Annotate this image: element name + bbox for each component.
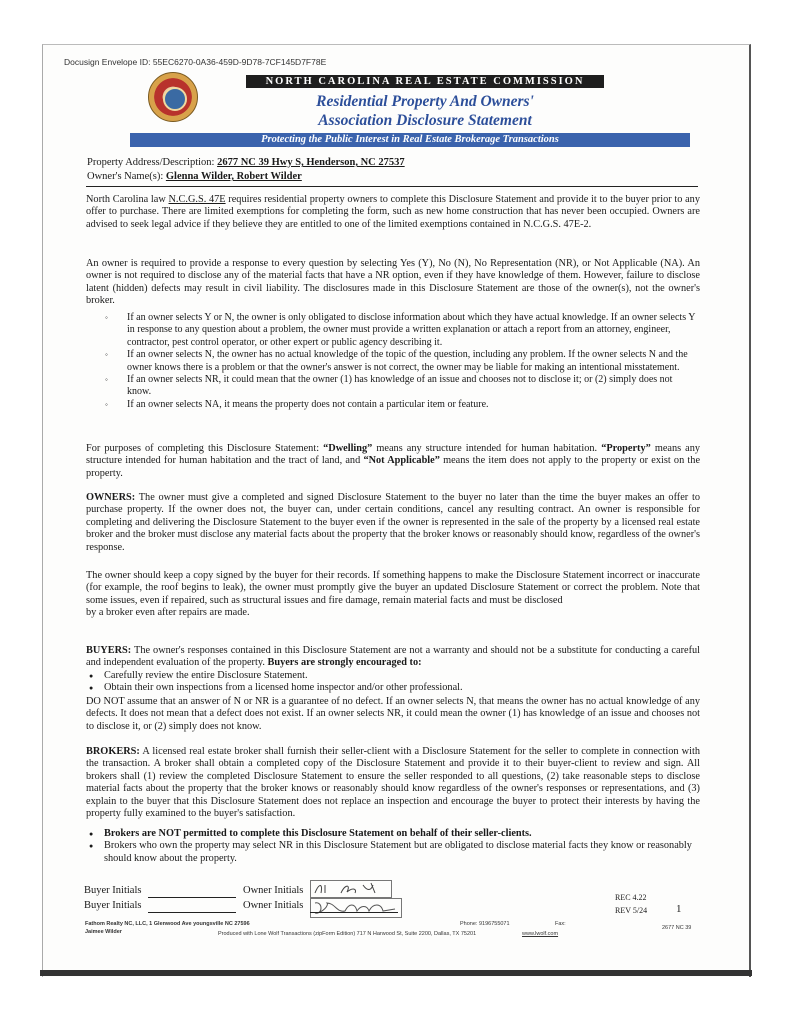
- owner-names-row: [87, 171, 302, 182]
- owner-copy-text: The owner should keep a copy signed by the buyer for their records. If something happens to make the Disclosure Statement incorrect or inaccurate (for example, the roof begins to leak), the owner must promptly give the buyer an updated Disclosure Statement or correct the problem. Note that some issues, even if repaired, such as structural issues and fire damage, remain material facts and must be disclosed: [86, 570, 700, 606]
- definitions-paragraph: [86, 443, 700, 480]
- owner-initials-label-1: Owner Initials: [243, 885, 304, 896]
- owners-heading: OWNERS:: [86, 492, 136, 503]
- list-item: ● Obtain their own inspections from a licensed home inspector and/or other professional.: [86, 682, 698, 694]
- buyer-initials-line-2[interactable]: [148, 912, 236, 913]
- statute-link[interactable]: N.C.G.S. 47E: [168, 194, 226, 205]
- buyers-section: [86, 645, 700, 670]
- definitions-pre: For purposes of completing this Disclosure Statement:: [86, 443, 320, 454]
- owner-initials-field-1[interactable]: [310, 880, 392, 898]
- owner-names-value: Glenna Wilder, Robert Wilder: [165, 171, 302, 182]
- buyers-text: The owner's responses contained in this Disclosure Statement are not a warranty and should not be a substitute for conducting a careful and independent evaluation of the property.: [86, 645, 701, 669]
- list-item: ◦ If an owner selects NA, it means the property does not contain a particular item or feature.: [105, 399, 697, 411]
- buyers-list: [86, 670, 698, 695]
- property-term: “Property”: [601, 443, 651, 454]
- list-item: ● Brokers who own the property may select NR in this Disclosure Statement but are obligated to disclose material facts they know or reasonably should know about the property.: [86, 840, 698, 865]
- header-rule: [86, 186, 698, 187]
- list-item: ◦ If an owner selects Y or N, the owner is only obligated to disclose information about which they have actual knowledge. If an owner selects Y in response to any question about a problem, the owner must provide a written explanation or attach a report from an attorney, engineer, contractor, pest control operator, or other expert or public agency describing it.: [105, 312, 697, 349]
- page-bottom-edge: [40, 970, 752, 976]
- phone-number: Phone: 9196755071: [460, 921, 510, 927]
- dwelling-term: “Dwelling”: [323, 443, 373, 454]
- brokers-list: [86, 828, 698, 865]
- na-def: means the item does not apply to the property or exist on the property.: [86, 455, 701, 479]
- page-number: 1: [676, 903, 682, 915]
- buyer-initials-label-1: Buyer Initials: [84, 885, 142, 896]
- owners-text: The owner must give a completed and signed Disclosure Statement to the buyer no later than the time the buyer makes an offer to purchase property. If the owner does not, the buyer can, under certain conditions, cancel any resulting contract. An owner is responsible for completing and delivering the Disclosure Statement to the buyer even if the owner is represented in the sale of the property by a licensed real estate broker and the broker must disclose any material facts about the property that the broker knows or reasonably should know, regardless of the owner's response.: [86, 492, 700, 553]
- property-address-row: [87, 157, 405, 168]
- property-address-value: 2677 NC 39 Hwy S, Henderson, NC 27537: [217, 157, 405, 168]
- handwritten-initials-signature: [311, 899, 401, 917]
- docusign-envelope-id: Docusign Envelope ID: 55EC6270-0A36-459D-9D78-7CF145D7F78E: [64, 57, 327, 67]
- na-term: “Not Applicable”: [363, 455, 440, 467]
- owner-copy-tail: by a broker even after repairs are made.: [86, 607, 250, 619]
- rec-version: REC 4.22: [615, 893, 647, 902]
- brokerage-info: Fathom Realty NC, LLC, 1 Glenwood Ave youngsville NC 27596: [85, 921, 250, 927]
- response-requirement-paragraph: An owner is required to provide a response to every question by selecting Yes (Y), No (N), No Representation (NR), or Not Applicable (NA). An owner is not required to disclose any of the material facts that have a NR option, even if they have knowledge of them. However, failure to disclose latent (hidden) defects may result in civil liability. The disclosures made in this Disclosure Statement are those of the owner(s), not the owner's broker.: [86, 258, 700, 307]
- list-item: ◦ If an owner selects N, the owner has no actual knowledge of the topic of the question, including any problem. If the owner selects N and the owner knows there is a problem or that the owner's answer is not correct, the owner may be liable for making an intentional misstatement.: [105, 349, 697, 374]
- dwelling-def: means any structure intended for human habitation.: [376, 443, 598, 454]
- list-item: ● Carefully review the entire Disclosure Statement.: [86, 670, 698, 682]
- owners-section: [86, 492, 700, 554]
- nc-state-seal-logo: [148, 72, 198, 122]
- do-not-assume-paragraph: DO NOT assume that an answer of N or NR is a guarantee of no defect. If an owner selects N, that means the owner has no actual knowledge of any defects. It does not mean that a defect does not exist. If an owner selects NR, it could mean the owner (1) has knowledge of an issue and chooses not to disclose it, or (2) simply does not know.: [86, 696, 700, 732]
- owner-initials-field-2[interactable]: [310, 898, 402, 918]
- response-options-list: [105, 312, 697, 411]
- buyers-heading: BUYERS:: [86, 645, 132, 656]
- produced-by: Produced with Lone Wolf Transactions (zipForm Edition) 717 N Harwood St, Suite 2200, Dallas, TX 75201: [218, 931, 477, 937]
- agent-name: Jaimee Wilder: [85, 929, 122, 935]
- intro-law-paragraph: [86, 194, 700, 231]
- buyer-initials-line-1[interactable]: [148, 897, 236, 898]
- law-rest: requires residential property owners to complete this Disclosure Statement and provide it to the buyer prior to any offer to purchase. There are limited exemptions for completing the form, such as new home construction that has never been occupied. Owners are advised to seek legal advice if they believe they are entitled to one of the limited exemptions contained in N.C.G.S. 47E-2.: [86, 194, 700, 230]
- owner-initials-line: [310, 912, 398, 913]
- law-prefix: North Carolina law: [86, 194, 166, 205]
- list-item: ● Brokers are NOT permitted to complete this Disclosure Statement on behalf of their seller-clients.: [86, 828, 698, 840]
- title-line-1: Residential Property And Owners': [316, 93, 534, 110]
- owner-copy-paragraph: [86, 570, 700, 620]
- property-def: means any structure intended for human habitation and the tract of land, and: [86, 443, 701, 467]
- buyer-initials-label-2: Buyer Initials: [84, 900, 142, 911]
- form-title: [244, 92, 606, 130]
- tagline: Protecting the Public Interest in Real Estate Brokerage Transactions: [130, 133, 690, 147]
- list-item: ◦ If an owner selects NR, it could mean that the owner (1) has knowledge of an issue and chooses not to disclose it; or (2) simply does not know.: [105, 374, 697, 399]
- website-link[interactable]: www.lwolf.com: [522, 931, 559, 937]
- commission-header: NORTH CAROLINA REAL ESTATE COMMISSION: [246, 75, 604, 88]
- brokers-section: [86, 746, 700, 820]
- buyers-encouraged: Buyers are strongly encouraged to:: [267, 657, 422, 669]
- owner-names-label: Owner's Name(s):: [87, 171, 164, 182]
- rev-version: REV 5/24: [615, 906, 648, 915]
- fax-label: Fax:: [555, 921, 566, 927]
- property-address-label: Property Address/Description:: [87, 157, 215, 168]
- document-name: 2677 NC 39: [662, 925, 692, 931]
- brokers-text: A licensed real estate broker shall furnish their seller-client with a Disclosure Statement for the seller to complete in connection with the transaction. A broker shall obtain a completed copy of the Disclosure Statement and provide it to their buyer-client to review and sign. All brokers shall (1) review the completed Disclosure Statement to ensure the seller responded to all questions, (2) take reasonable steps to disclose material facts about the property that the broker knows or reasonably should know regardless of the owner's responses or representations, and (3) explain to the buyer that this Disclosure Statement does not replace an inspection and encourage the buyer to protect their interests by having the property fully examined to the buyer's satisfaction.: [86, 746, 700, 820]
- handwritten-initials-signature: [311, 881, 391, 897]
- brokers-heading: BROKERS:: [86, 746, 140, 757]
- title-line-2: Association Disclosure Statement: [318, 112, 532, 129]
- owner-initials-label-2: Owner Initials: [243, 900, 304, 911]
